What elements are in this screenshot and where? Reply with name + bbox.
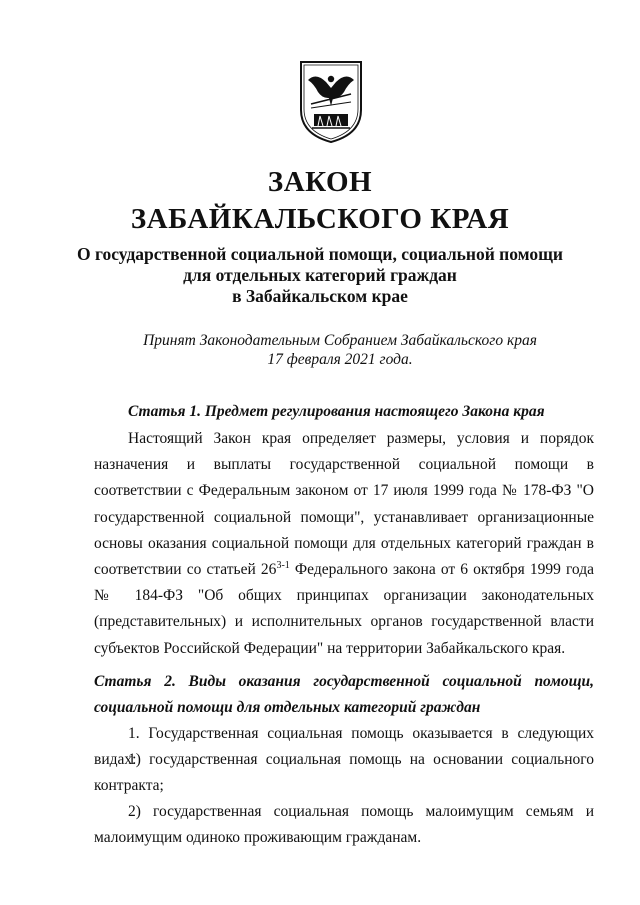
article-2-paragraph-2: 1) государственная социальная помощь на основании социального контракта; (94, 751, 594, 795)
coat-of-arms-icon (296, 58, 366, 144)
subtitle-line: в Забайкальском крае (232, 286, 408, 306)
article-2-heading: Статья 2. Виды оказания государственной социальной помощи, социальной помощи для отдельных категорий граждан (94, 673, 594, 716)
article-1-paragraph (94, 426, 594, 662)
adoption-note (0, 331, 640, 369)
adoption-date: 17 февраля 2021 года. (267, 351, 413, 368)
article-2-paragraph-1: 1. Государственная социальная помощь оказывается в следующих видах: (94, 725, 594, 769)
adoption-line: Принят Законодательным Собранием Забайкальского края (143, 332, 537, 349)
article-1-text-start: Настоящий Закон края определяет размеры, условия и порядок назначения и выплаты государственной социальной помощи в соответствии с Федеральным законом от 17 июля 1999 года № 178-ФЗ "О государственной социальной помощи", устанавливает организационные основы оказания социальной помощи для отдельных категорий граждан в соответствии со статьей 26 (94, 430, 594, 579)
article-1-heading: Статья 1. Предмет регулирования настоящего Закона края (128, 403, 545, 420)
law-subtitle (0, 244, 640, 307)
document-region: ЗАБАЙКАЛЬСКОГО КРАЯ (130, 203, 510, 235)
subtitle-line: для отдельных категорий граждан (183, 265, 457, 285)
document-title: ЗАКОН (267, 166, 373, 198)
article-1-text-end: Федерального закона от 6 октября 1999 года № 184-ФЗ "Об общих принципах организации законодательных (представительных) и исполнительных органов государственной власти субъектов Российской Федерации" на территории Забайкальского края. (94, 561, 594, 657)
article-2-paragraph-3: 2) государственная социальная помощь малоимущим семьям и малоимущим одиноко проживающим гражданам. (94, 803, 594, 847)
article-number-superscript: 3-1 (276, 559, 290, 571)
subtitle-line: О государственной социальной помощи, социальной помощи (77, 244, 563, 264)
